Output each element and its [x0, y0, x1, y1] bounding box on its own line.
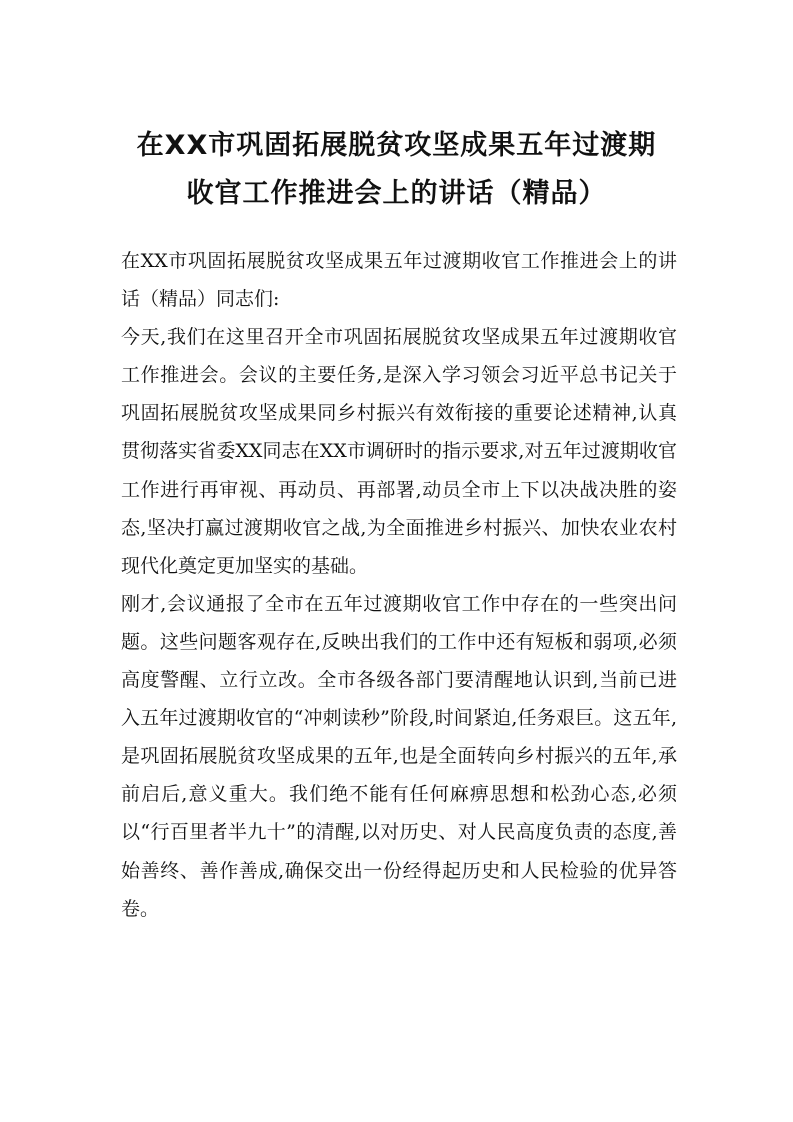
- paragraph-opening: 在XX市巩固拓展脱贫攻坚成果五年过渡期收官工作推进会上的讲话（精品）同志们:: [121, 250, 677, 311]
- paragraph-problems: 刚才,会议通报了全市在五年过渡期收官工作中存在的一些突出问题。这些问题客观存在,反映出我们的工作中还有短板和弱项,必须高度警醒、立行立改。全市各级各部门要清醒地认识到,当前已进入五年过渡期收官的“冲刺读秒”阶段,时间紧迫,任务艰巨。这五年,是巩固拓展脱贫攻坚成果的五年,也是全面转向乡村振兴的五年,承前启后,意义重大。我们绝不能有任何麻痹思想和松劲心态,必须以“行百里者半九十”的清醒,以对历史、对人民高度负责的态度,善始善终、善作善成,确保交出一份经得起历史和人民检验的优异答卷。: [121, 592, 677, 920]
- title-line-2: 收官工作推进会上的讲话（精品）: [186, 178, 607, 209]
- paragraph-meeting-purpose: 今天,我们在这里召开全市巩固拓展脱贫攻坚成果五年过渡期收官工作推进会。会议的主要任务,是深入学习领会习近平总书记关于巩固拓展脱贫攻坚成果同乡村振兴有效衔接的重要论述精神,认真贯彻落实省委XX同志在XX市调研时的指示要求,对五年过渡期收官工作进行再审视、再动员、再部署,动员全市上下以决战决胜的姿态,坚决打赢过渡期收官之战,为全面推进乡村振兴、加快农业农村现代化奠定更加坚实的基础。: [121, 326, 677, 577]
- document-title: [100, 122, 693, 218]
- document-body: [121, 242, 677, 928]
- title-line-1: 在XX市巩固拓展脱贫攻坚成果五年过渡期: [136, 130, 657, 161]
